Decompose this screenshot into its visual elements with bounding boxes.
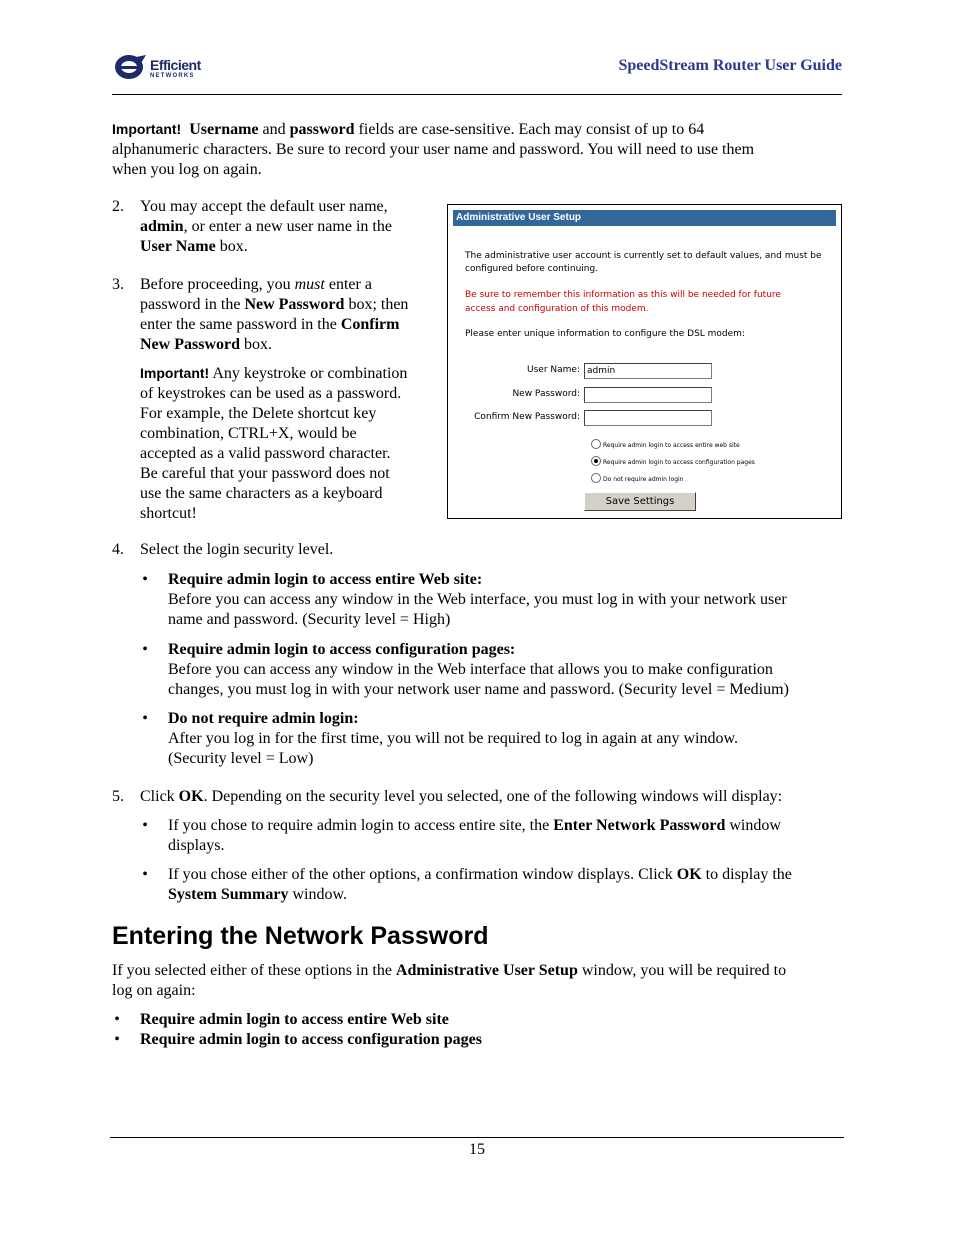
- bullet: •: [142, 866, 148, 883]
- radio-no-login[interactable]: [591, 473, 601, 483]
- radio-config-pages-label: Require admin login to access configuration pages: [603, 459, 755, 466]
- password-term: password: [289, 121, 355, 138]
- intro-and: and: [262, 121, 286, 138]
- bullet: •: [114, 1031, 120, 1048]
- admin-setup-screenshot: [447, 204, 842, 519]
- panel-msg2: Please enter unique information to configure the DSL modem:: [465, 329, 745, 339]
- step3-l2a: password in the: [140, 296, 241, 313]
- step3-box: box.: [244, 336, 272, 353]
- step-2-number: 2.: [112, 198, 124, 215]
- bullet-high-security: [168, 570, 848, 630]
- radio-entire-site-label: Require admin login to access entire web site: [603, 442, 740, 449]
- bullet: •: [114, 1011, 120, 1028]
- note-l4: combination, CTRL+X, would be: [140, 425, 357, 442]
- step2-line2: , or enter a new user name in the: [183, 218, 392, 235]
- note-l6: Be careful that your password does not: [140, 465, 390, 482]
- ok-term-2: OK: [676, 866, 702, 883]
- section-heading: Entering the Network Password: [112, 922, 489, 950]
- confirm-password-label: Confirm New Password:: [474, 412, 580, 422]
- logo-word: Efficient: [150, 57, 201, 73]
- username-term: Username: [189, 121, 259, 138]
- s2b: to display the: [705, 866, 792, 883]
- page-number: 15: [469, 1141, 485, 1158]
- intro-paragraph: [112, 119, 852, 180]
- b1-l1: Before you can access any window in the Web interface, you must log in with your network user: [168, 591, 787, 608]
- radio-no-login-label: Do not require admin login: [603, 476, 684, 483]
- bullet: •: [142, 817, 148, 834]
- b1-l2: name and password. (Security level = High): [168, 611, 451, 628]
- must-term: must: [294, 276, 325, 293]
- intro-rest: fields are case-sensitive. Each may consist of up to 64: [358, 121, 705, 138]
- b3-l1: After you log in for the first time, you will not be required to log in again at any window.: [168, 730, 738, 747]
- opt2: Require admin login to access configuration pages: [140, 1031, 482, 1048]
- bullet-medium-security: [168, 640, 848, 700]
- step2-line1: You may accept the default user name,: [140, 198, 388, 215]
- panel-msg1a: The administrative user account is currently set to default values, and must be: [465, 251, 822, 261]
- note-l8: shortcut!: [140, 505, 197, 522]
- confirm-password-input[interactable]: [584, 410, 712, 426]
- note-l1: Any keystroke or combination: [212, 365, 408, 382]
- intro-line3: when you log on again.: [112, 161, 262, 178]
- b3-title: Do not require admin login:: [168, 710, 359, 727]
- user-name-label: User Name:: [527, 365, 580, 375]
- step-5-text: [140, 787, 850, 807]
- note-l3: For example, the Delete shortcut key: [140, 405, 377, 422]
- confirm-new-password-term: New Password: [140, 336, 240, 353]
- step-4-number: 4.: [112, 541, 124, 558]
- new-password-input[interactable]: [584, 387, 712, 403]
- panel-warn1: Be sure to remember this information as this will be needed for future: [465, 290, 781, 300]
- b2-l1: Before you can access any window in the Web interface that allows you to make configuration: [168, 661, 773, 678]
- enter-network-password-term: Enter Network Password: [553, 817, 726, 834]
- step3-l1b: enter a: [328, 276, 372, 293]
- important-label: Important!: [112, 121, 182, 137]
- bullet: •: [142, 641, 148, 658]
- step3-l3a: enter the same password in the: [140, 316, 337, 333]
- bullet: •: [142, 571, 148, 588]
- step5-b: . Depending on the security level you selected, one of the following windows will display:: [203, 788, 783, 805]
- p1d: log on again:: [112, 982, 196, 999]
- bullet-enter-network-password: [168, 816, 848, 856]
- option-entire-site: [140, 1010, 449, 1030]
- radio-config-pages[interactable]: [591, 456, 601, 466]
- opt1: Require admin login to access entire Web site: [140, 1011, 449, 1028]
- confirm-term: Confirm: [340, 316, 400, 333]
- note-l7: use the same characters as a keyboard: [140, 485, 383, 502]
- s1a: If you chose to require admin login to access entire site, the: [168, 817, 550, 834]
- ok-term: OK: [178, 788, 204, 805]
- panel-msg1b: configured before continuing.: [465, 264, 599, 274]
- user-name-term: User Name: [140, 238, 216, 255]
- radio-entire-site[interactable]: [591, 439, 601, 449]
- option-config-pages: [140, 1030, 482, 1050]
- step3-l1a: Before proceeding, you: [140, 276, 291, 293]
- step5-a: Click: [140, 788, 175, 805]
- b1-title: Require admin login to access entire Web site:: [168, 571, 483, 588]
- panel-title: Administrative User Setup: [453, 210, 836, 226]
- b2-title: Require admin login to access configuration pages:: [168, 641, 516, 658]
- p1a: If you selected either of these options in the: [112, 962, 392, 979]
- header-rule: [112, 94, 842, 95]
- system-summary-term: System Summary: [168, 886, 289, 903]
- logo-e-icon: [114, 53, 147, 81]
- s1c: window: [729, 817, 781, 834]
- b3-l2: (Security level = Low): [168, 750, 314, 767]
- footer-rule: [110, 1137, 844, 1138]
- new-password-label: New Password:: [512, 389, 580, 399]
- p1c: window, you will be required to: [581, 962, 787, 979]
- bullet-confirmation-window: [168, 865, 848, 905]
- save-settings-button[interactable]: Save Settings: [584, 492, 696, 511]
- guide-title: SpeedStream Router User Guide: [618, 57, 842, 74]
- section-paragraph: [112, 961, 852, 1001]
- panel-warn2: access and configuration of this modem.: [465, 304, 649, 314]
- note-l5: accepted as a valid password character.: [140, 445, 391, 462]
- intro-line2: alphanumeric characters. Be sure to record your user name and password. You will need to use them: [112, 141, 755, 158]
- bullet: •: [142, 710, 148, 727]
- note-l2: of keystrokes can be used as a password.: [140, 385, 402, 402]
- step-3-note: [140, 363, 440, 524]
- note-important-label: Important!: [140, 365, 210, 381]
- admin-user-setup-term: Administrative User Setup: [395, 962, 578, 979]
- logo-sub: NETWORKS: [150, 73, 195, 79]
- step-2-text: [140, 197, 440, 257]
- s2a: If you chose either of the other options, a confirmation window displays. Click: [168, 866, 673, 883]
- user-name-input[interactable]: admin: [584, 363, 712, 379]
- step3-l2b: box; then: [348, 296, 409, 313]
- step-3-number: 3.: [112, 276, 124, 293]
- b2-l2: changes, you must log in with your network user name and password. (Security level = Medium): [168, 681, 789, 698]
- efficient-networks-logo: [114, 52, 224, 84]
- step-3-text: [140, 275, 440, 355]
- bullet-low-security: [168, 709, 848, 769]
- new-password-term: New Password: [244, 296, 345, 313]
- s1d: displays.: [168, 837, 225, 854]
- step-4-text: Select the login security level.: [140, 541, 334, 558]
- s2d: window.: [292, 886, 347, 903]
- step2-box: box.: [219, 238, 248, 255]
- step-5-number: 5.: [112, 788, 124, 805]
- admin-term: admin: [140, 218, 184, 235]
